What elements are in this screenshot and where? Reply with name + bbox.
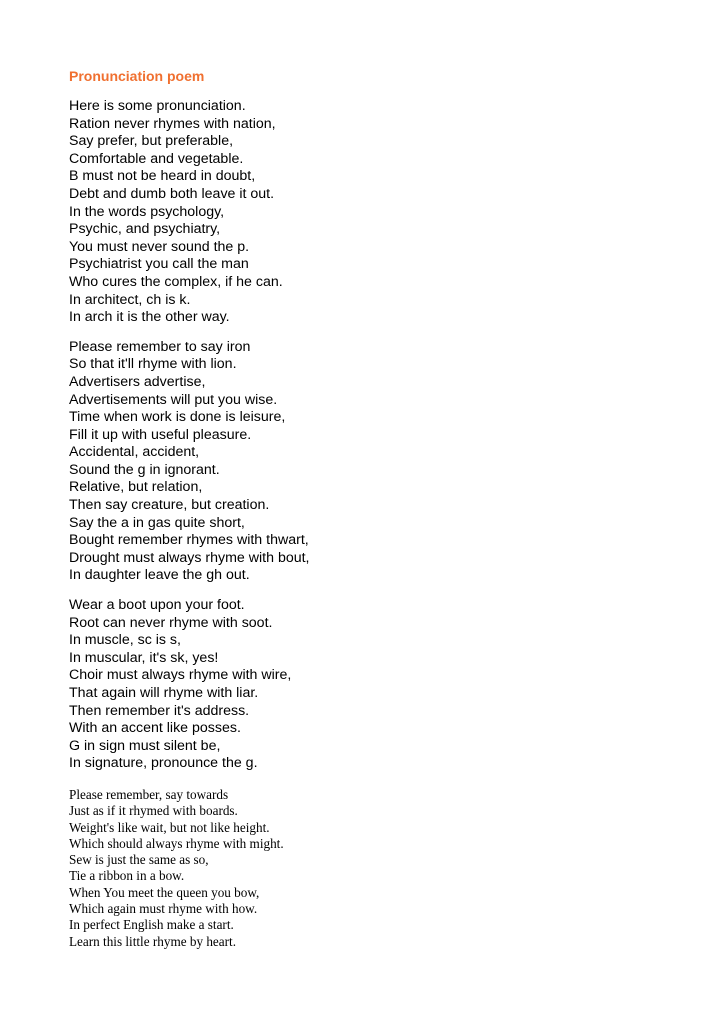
poem-line: Root can never rhyme with soot.	[69, 614, 273, 631]
stanza-4	[69, 787, 689, 950]
poem-line: Advertisements will put you wise.	[69, 391, 278, 408]
poem-line: In perfect English make a start.	[69, 917, 234, 933]
poem-line: Then say creature, but creation.	[69, 497, 270, 514]
poem-line: Bought remember rhymes with thwart,	[69, 532, 309, 549]
poem-line: Drought must always rhyme with bout,	[69, 549, 310, 566]
poem-line: Which again must rhyme with how.	[69, 901, 258, 917]
poem-line: Sound the g in ignorant.	[69, 461, 220, 478]
poem-line: Advertisers advertise,	[69, 373, 206, 390]
poem-line: Tie a ribbon in a bow.	[69, 868, 185, 884]
poem-line: In muscular, it's sk, yes!	[69, 649, 219, 666]
poem-title: Pronunciation poem	[69, 68, 205, 84]
poem-line: Psychiatrist you call the man	[69, 256, 249, 273]
poem-line: In the words psychology,	[69, 203, 225, 220]
poem-line: Ration never rhymes with nation,	[69, 115, 276, 132]
poem-line: Time when work is done is leisure,	[69, 409, 286, 426]
poem-line: Please remember to say iron	[69, 338, 251, 355]
poem-line: Choir must always rhyme with wire,	[69, 667, 292, 684]
poem-line: In daughter leave the gh out.	[69, 567, 250, 584]
poem-line: Weight's like wait, but not like height.	[69, 819, 270, 835]
poem-line: Debt and dumb both leave it out.	[69, 185, 275, 202]
poem-line: In signature, pronounce the g.	[69, 755, 258, 772]
poem-line: Say prefer, but preferable,	[69, 133, 234, 150]
poem-line: Comfortable and vegetable.	[69, 150, 244, 167]
poem-line: Psychic, and psychiatry,	[69, 221, 221, 238]
poem-line: In arch it is the other way.	[69, 309, 230, 326]
poem-line: Please remember, say towards	[69, 786, 229, 802]
poem-line: Wear a boot upon your foot.	[69, 597, 245, 614]
stanza-1	[69, 98, 689, 327]
poem-line: Accidental, accident,	[69, 444, 200, 461]
document-page	[69, 66, 689, 962]
poem-line: Then remember it's address.	[69, 702, 250, 719]
poem-line: B must not be heard in doubt,	[69, 168, 256, 185]
poem-line: Just as if it rhymed with boards.	[69, 803, 238, 819]
poem-line: Sew is just the same as so,	[69, 852, 209, 868]
poem-line: Here is some pronunciation.	[69, 98, 246, 114]
poem-line: Fill it up with useful pleasure.	[69, 426, 252, 443]
stanza-3	[69, 597, 689, 773]
poem-line: When You meet the queen you bow,	[69, 884, 260, 900]
poem-line: You must never sound the p.	[69, 238, 250, 255]
poem-line: Say the a in gas quite short,	[69, 514, 245, 531]
poem-line: Which should always rhyme with might.	[69, 835, 284, 851]
poem-line: Learn this little rhyme by heart.	[69, 933, 236, 949]
poem-line: With an accent like posses.	[69, 720, 241, 737]
poem-line: In architect, ch is k.	[69, 291, 191, 308]
poem-line: In muscle, sc is s,	[69, 632, 181, 649]
poem-line: G in sign must silent be,	[69, 737, 221, 754]
stanza-2	[69, 339, 689, 585]
poem-line: Who cures the complex, if he can.	[69, 273, 283, 290]
poem-line: That again will rhyme with liar.	[69, 685, 259, 701]
poem-line: Relative, but relation,	[69, 479, 203, 496]
poem-line: So that it'll rhyme with lion.	[69, 356, 237, 373]
